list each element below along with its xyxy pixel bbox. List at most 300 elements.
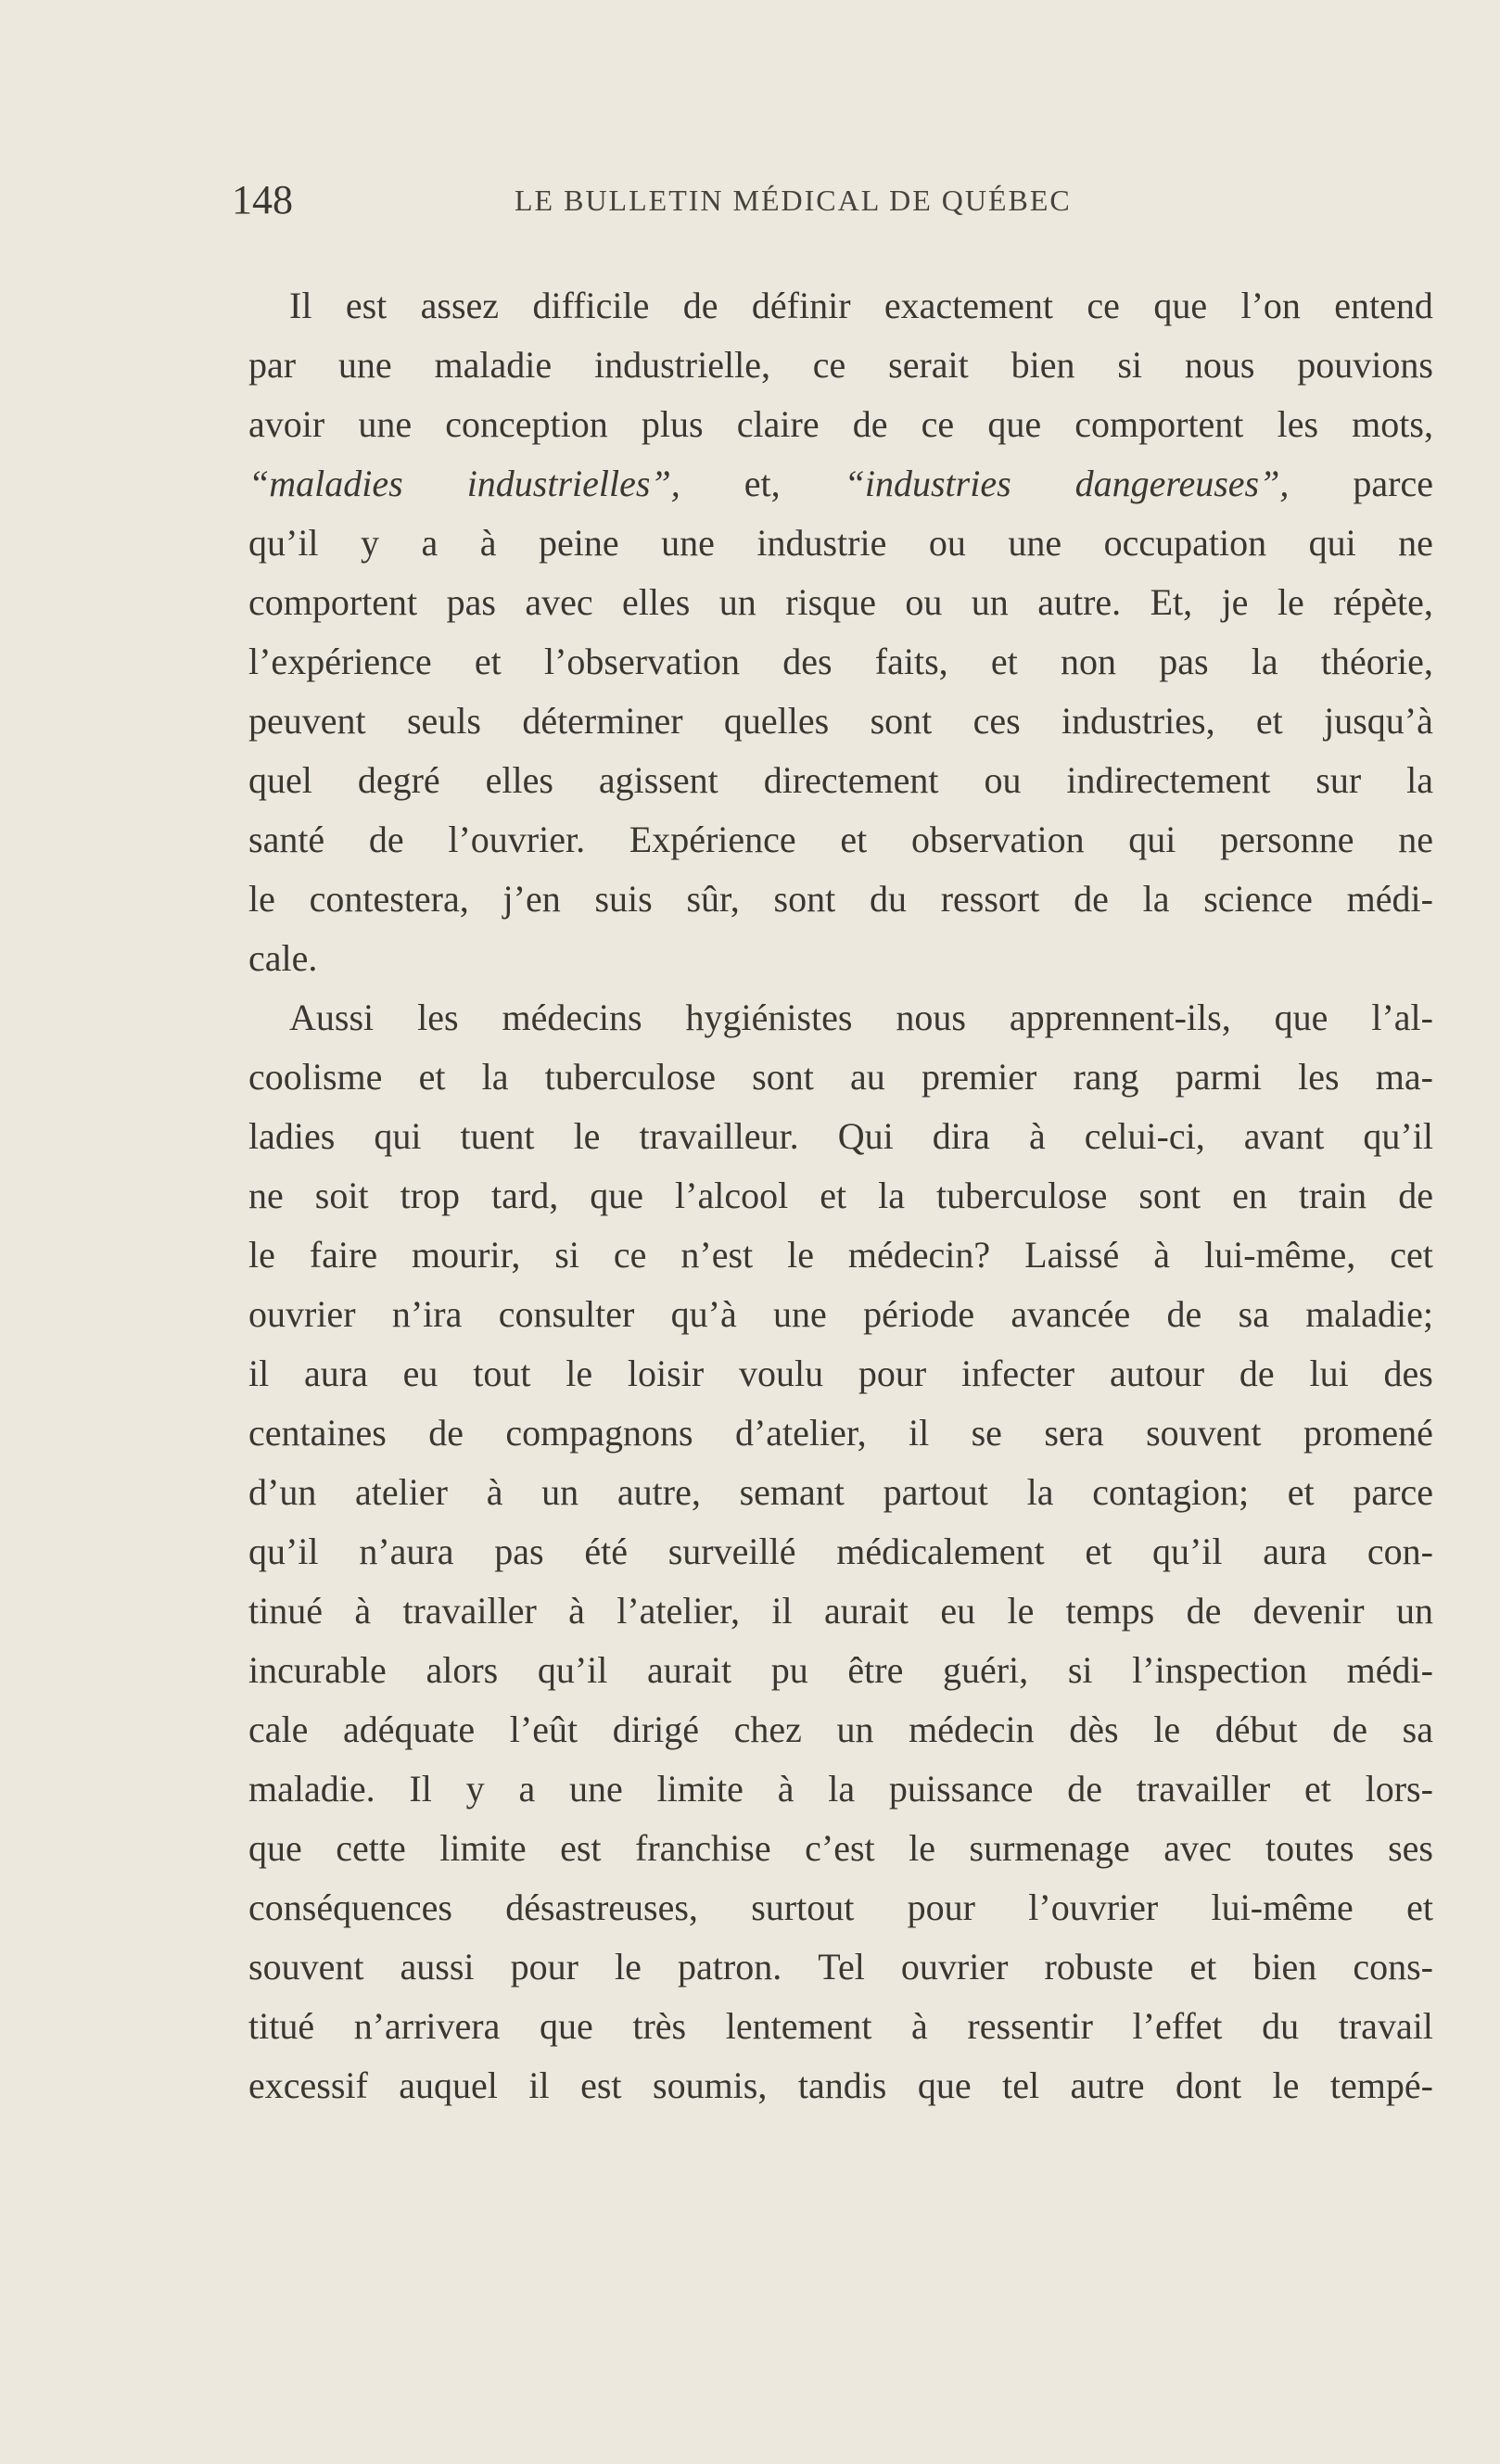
word: non <box>1060 641 1116 682</box>
word: répète, <box>1333 581 1433 623</box>
word: industrielles”, <box>466 463 680 504</box>
word: tuent <box>460 1115 535 1157</box>
text-line <box>248 1759 1433 1819</box>
word: tard, <box>491 1175 559 1216</box>
word: qu’il <box>1151 1530 1223 1572</box>
word: autre <box>1070 2064 1145 2106</box>
word: y <box>361 522 380 564</box>
word: à <box>777 1768 794 1810</box>
word: est <box>560 1827 602 1869</box>
word: assez <box>420 285 500 326</box>
text-line <box>248 632 1433 692</box>
word: industrie <box>756 522 887 564</box>
word: que <box>987 403 1042 445</box>
word: tinué <box>248 1590 323 1632</box>
word: ses <box>1388 1827 1433 1869</box>
word: seuls <box>406 700 481 742</box>
word: que <box>248 1827 302 1869</box>
word: médi- <box>1346 1649 1433 1691</box>
word: d’atelier, <box>734 1412 867 1454</box>
word: le <box>566 1353 593 1394</box>
word: et <box>1255 700 1283 742</box>
word: que <box>539 2005 593 2047</box>
word: il <box>248 1353 270 1394</box>
word: dès <box>1069 1708 1119 1750</box>
word: hygiénistes <box>685 997 853 1038</box>
word: le <box>1153 1708 1181 1750</box>
word: consulter <box>498 1293 635 1335</box>
running-title: LE BULLETIN MÉDICAL DE QUÉBEC <box>515 184 1072 217</box>
word: et <box>1406 1886 1433 1928</box>
word: et <box>1287 1471 1315 1513</box>
word: personne <box>1220 819 1354 860</box>
word: qui <box>374 1115 422 1157</box>
word: un <box>1395 1590 1433 1632</box>
word: l’observation <box>543 641 741 682</box>
word: Expérience <box>629 819 796 860</box>
word: début <box>1214 1708 1298 1750</box>
word: coolisme <box>248 1056 383 1098</box>
text-line <box>248 573 1433 632</box>
word: période <box>863 1293 975 1335</box>
text-line <box>248 1819 1433 1878</box>
word: un <box>971 581 1009 623</box>
word: autre. <box>1037 581 1122 623</box>
word: occupation <box>1103 522 1267 564</box>
word: au <box>850 1056 885 1098</box>
word: très <box>632 2005 687 2047</box>
word: que <box>1153 285 1208 326</box>
word: les <box>1298 1056 1340 1098</box>
text-line <box>248 810 1433 870</box>
word: tandis <box>797 2064 887 2106</box>
word: qui <box>1308 522 1356 564</box>
word: aussi <box>400 1946 475 1988</box>
word: une <box>337 344 392 386</box>
word: aurait <box>647 1649 732 1691</box>
word: sa <box>1238 1293 1269 1335</box>
word: médi- <box>1346 878 1433 920</box>
text-line <box>248 336 1433 395</box>
word: indirectement <box>1066 759 1271 801</box>
word: de <box>1186 1590 1222 1632</box>
word: contestera, <box>309 878 469 920</box>
word: eu <box>940 1590 976 1632</box>
text-line <box>248 1878 1433 1937</box>
word: sera <box>1044 1412 1104 1454</box>
word: ce <box>921 403 955 445</box>
word: qui <box>1128 819 1176 860</box>
word: sur <box>1316 759 1362 801</box>
page-number: 148 <box>232 177 293 222</box>
word: incurable <box>248 1649 387 1691</box>
text-line <box>248 1997 1433 2056</box>
word: le <box>615 1946 642 1988</box>
word: la <box>878 1175 905 1216</box>
word: tuberculose <box>936 1175 1108 1216</box>
word: nous <box>896 997 966 1038</box>
word: les <box>1277 403 1319 445</box>
word: surtout <box>751 1886 855 1928</box>
word: le <box>248 1234 275 1276</box>
word: surmenage <box>969 1827 1130 1869</box>
text-line <box>248 988 1433 1048</box>
word: qu’il <box>248 1530 319 1572</box>
word: comportent <box>248 581 418 623</box>
word: sont <box>870 700 933 742</box>
running-header <box>0 176 1500 222</box>
word: de <box>1332 1708 1367 1750</box>
word: a <box>421 522 439 564</box>
word: nous <box>1184 344 1255 386</box>
word: et <box>990 641 1018 682</box>
word: ne <box>1398 819 1433 860</box>
word: Il <box>289 285 312 326</box>
word: voulu <box>738 1353 824 1394</box>
word: tel <box>1002 2064 1040 2106</box>
word: la <box>481 1056 509 1098</box>
word: Tel <box>818 1946 865 1988</box>
word: semant <box>739 1471 845 1513</box>
word: agissent <box>598 759 718 801</box>
word: partout <box>883 1471 988 1513</box>
word: si <box>554 1234 579 1276</box>
word: ne <box>1398 522 1433 564</box>
word: souvent <box>1146 1412 1262 1454</box>
word: tuberculose <box>544 1056 717 1098</box>
word: pas <box>494 1530 544 1572</box>
body-text <box>248 276 1433 2115</box>
word: autour <box>1109 1353 1205 1394</box>
word: une <box>569 1768 623 1810</box>
word: risque <box>785 581 876 623</box>
word: puissance <box>888 1768 1034 1810</box>
text-line <box>248 1226 1433 1285</box>
word: cons- <box>1353 1946 1433 1988</box>
word: le <box>1272 2064 1300 2106</box>
word: j’en <box>502 878 561 920</box>
word: rang <box>1073 1056 1139 1098</box>
word: conséquences <box>248 1886 452 1928</box>
word: que <box>590 1175 644 1216</box>
text-line <box>248 1700 1433 1759</box>
word: chez <box>733 1708 802 1750</box>
word: eu <box>402 1353 439 1394</box>
word: médecins <box>502 997 642 1038</box>
word: lui-même <box>1211 1886 1354 1928</box>
word: souvent <box>248 1946 364 1988</box>
word: et <box>474 641 502 682</box>
word: ressort <box>940 878 1040 920</box>
word: l’expérience <box>248 641 432 682</box>
word: n’est <box>680 1234 754 1276</box>
word: ne <box>248 1175 284 1216</box>
word: et <box>1189 1946 1217 1988</box>
word: mourir, <box>412 1234 521 1276</box>
word: plus <box>641 403 704 445</box>
word: l’ouvrier <box>1028 1886 1159 1928</box>
word: que <box>917 2064 972 2106</box>
word: l’ouvrier. <box>448 819 586 860</box>
word: le <box>1007 1590 1035 1632</box>
word: pour <box>907 1886 975 1928</box>
text-line <box>248 1403 1433 1463</box>
word: est <box>580 2064 622 2106</box>
word: lui-même, <box>1203 1234 1356 1276</box>
word: tout <box>473 1353 531 1394</box>
text-line <box>248 1581 1433 1641</box>
word: n’ira <box>391 1293 463 1335</box>
word: l’on <box>1240 285 1301 326</box>
word: dira <box>932 1115 990 1157</box>
word: par <box>248 344 297 386</box>
word: ce <box>613 1234 647 1276</box>
word: c’est <box>805 1827 875 1869</box>
word: peuvent <box>248 700 366 742</box>
word: à <box>1153 1234 1171 1276</box>
word: un <box>836 1708 874 1750</box>
word: une <box>661 522 715 564</box>
word: industrielle, <box>593 344 770 386</box>
word: excessif <box>248 2064 368 2106</box>
word: pu <box>770 1649 808 1691</box>
text-line <box>248 1048 1433 1107</box>
word: entend <box>1334 285 1433 326</box>
text-line <box>248 1522 1433 1581</box>
word: du <box>1262 2005 1300 2047</box>
word: le <box>248 878 275 920</box>
word: à <box>1028 1115 1046 1157</box>
word: le <box>1277 581 1304 623</box>
word: contagion; <box>1092 1471 1250 1513</box>
word: avec <box>525 581 593 623</box>
word: à <box>911 2005 928 2047</box>
word: temps <box>1065 1590 1155 1632</box>
word: limite <box>439 1827 527 1869</box>
word: si <box>1067 1649 1093 1691</box>
word: il <box>771 1590 793 1632</box>
word: des <box>782 641 833 682</box>
word: devenir <box>1252 1590 1365 1632</box>
word: ouvrier <box>248 1293 356 1335</box>
word: aura <box>304 1353 368 1394</box>
word: de <box>1166 1293 1202 1335</box>
word: à <box>479 522 497 564</box>
word: une <box>358 403 413 445</box>
word: quel <box>248 759 312 801</box>
word: qu’il <box>537 1649 608 1691</box>
text-line <box>248 1463 1433 1522</box>
word: “maladies <box>248 463 403 504</box>
word: d’un <box>248 1471 317 1513</box>
word: comportent <box>1074 403 1244 445</box>
text-line <box>248 395 1433 454</box>
word: pour <box>858 1353 927 1394</box>
word: suis <box>594 878 653 920</box>
word: que <box>1274 997 1328 1038</box>
word: ce <box>1087 285 1120 326</box>
word: de <box>1239 1353 1275 1394</box>
text-line <box>248 2056 1433 2115</box>
text-line <box>248 692 1433 751</box>
word: ou <box>905 581 943 623</box>
word: aurait <box>823 1590 909 1632</box>
word: centaines <box>248 1412 387 1454</box>
word: soumis, <box>653 2064 768 2106</box>
word: ladies <box>248 1115 336 1157</box>
word: dirigé <box>612 1708 700 1750</box>
word: est <box>345 285 388 326</box>
word: travailleur. <box>639 1115 799 1157</box>
word: bien <box>1252 1946 1317 1988</box>
word: le <box>573 1115 601 1157</box>
text-line <box>248 751 1433 810</box>
word: le <box>909 1827 936 1869</box>
word: Laissé <box>1024 1234 1120 1276</box>
word: Et, <box>1150 581 1193 623</box>
word: médecin? <box>847 1234 991 1276</box>
word: et <box>820 1175 847 1216</box>
text-line <box>248 1285 1433 1344</box>
word: ou <box>928 522 966 564</box>
word: cale. <box>248 937 318 979</box>
word: claire <box>736 403 820 445</box>
word: maladie. <box>248 1768 375 1810</box>
word: conception <box>445 403 608 445</box>
word: “industries <box>844 463 1011 504</box>
word: et <box>418 1056 446 1098</box>
word: définir <box>751 285 851 326</box>
word: franchise <box>635 1827 771 1869</box>
word: l’effet <box>1132 2005 1223 2047</box>
word: n’arrivera <box>353 2005 501 2047</box>
word: exactement <box>883 285 1054 326</box>
word: de <box>1074 878 1109 920</box>
word: con- <box>1367 1530 1433 1572</box>
word: sont <box>773 878 836 920</box>
word: santé <box>248 819 325 860</box>
word: aura <box>1263 1530 1328 1572</box>
word: avoir <box>248 403 325 445</box>
word: ressentir <box>967 2005 1093 2047</box>
word: elles <box>622 581 691 623</box>
word: à <box>486 1471 503 1513</box>
word: avancée <box>1011 1293 1131 1335</box>
word: sa <box>1402 1708 1433 1750</box>
word: Aussi <box>289 997 375 1038</box>
word: pour <box>510 1946 578 1988</box>
word: déterminer <box>522 700 683 742</box>
word: à <box>354 1590 372 1632</box>
word: un <box>541 1471 579 1513</box>
word: compagnons <box>505 1412 693 1454</box>
word: de <box>1067 1768 1102 1810</box>
word: apprennent-ils, <box>1009 997 1231 1038</box>
word: mots, <box>1352 403 1433 445</box>
word: la <box>828 1768 856 1810</box>
word: un <box>718 581 756 623</box>
word: la <box>1026 1471 1054 1513</box>
text-line <box>248 1166 1433 1226</box>
word: du <box>869 878 907 920</box>
word: n’aura <box>359 1530 454 1572</box>
word: auquel <box>399 2064 498 2106</box>
word: robuste <box>1044 1946 1154 1988</box>
word: ou <box>984 759 1022 801</box>
word: il <box>908 1412 930 1454</box>
word: maladie <box>434 344 553 386</box>
word: l’atelier, <box>617 1590 741 1632</box>
word: maladie; <box>1305 1293 1433 1335</box>
word: sûr, <box>686 878 740 920</box>
word: difficile <box>532 285 650 326</box>
word: train <box>1298 1175 1367 1216</box>
word: soit <box>314 1175 369 1216</box>
word: il <box>528 2064 550 2106</box>
word: parce <box>1353 1471 1433 1513</box>
word: travail <box>1338 2005 1433 2047</box>
word: avant <box>1243 1115 1325 1157</box>
word: et <box>1303 1768 1331 1810</box>
word: pas <box>446 581 496 623</box>
word: été <box>584 1530 628 1572</box>
word: en <box>1232 1175 1267 1216</box>
word: infecter <box>961 1353 1075 1394</box>
word: titué <box>248 2005 315 2047</box>
word: et <box>1085 1530 1112 1572</box>
word: loisir <box>627 1353 705 1394</box>
word: ces <box>972 700 1021 742</box>
text-line <box>248 276 1433 336</box>
text-line <box>248 1937 1433 1997</box>
word: sont <box>752 1056 814 1098</box>
word: les <box>417 997 459 1038</box>
word: promené <box>1303 1412 1433 1454</box>
word: désastreuses, <box>505 1886 698 1928</box>
text-line <box>248 514 1433 573</box>
word: degré <box>357 759 440 801</box>
word: serait <box>888 344 969 386</box>
word: lentement <box>725 2005 872 2047</box>
word: une <box>1008 522 1062 564</box>
word: la <box>1251 641 1278 682</box>
word: dont <box>1175 2064 1242 2106</box>
text-line <box>248 929 1433 988</box>
word: de <box>1398 1175 1433 1216</box>
word: de <box>428 1412 464 1454</box>
word: avec <box>1163 1827 1232 1869</box>
word: premier <box>921 1056 1037 1098</box>
word: et <box>840 819 868 860</box>
word: limite <box>656 1768 744 1810</box>
word: industries, <box>1061 700 1215 742</box>
word: atelier <box>355 1471 448 1513</box>
word: théorie, <box>1320 641 1433 682</box>
word: médicalement <box>836 1530 1045 1572</box>
word: la <box>1142 878 1170 920</box>
word: des <box>1383 1353 1433 1394</box>
word: l’inspection <box>1132 1649 1307 1691</box>
word: de <box>682 285 718 326</box>
word: adéquate <box>343 1708 476 1750</box>
word: et, <box>744 463 781 504</box>
word: dangereuses”, <box>1074 463 1290 504</box>
word: parce <box>1353 463 1433 504</box>
word: une <box>773 1293 827 1335</box>
word: quelles <box>723 700 830 742</box>
word: lui <box>1309 1353 1349 1394</box>
text-line <box>248 1641 1433 1700</box>
